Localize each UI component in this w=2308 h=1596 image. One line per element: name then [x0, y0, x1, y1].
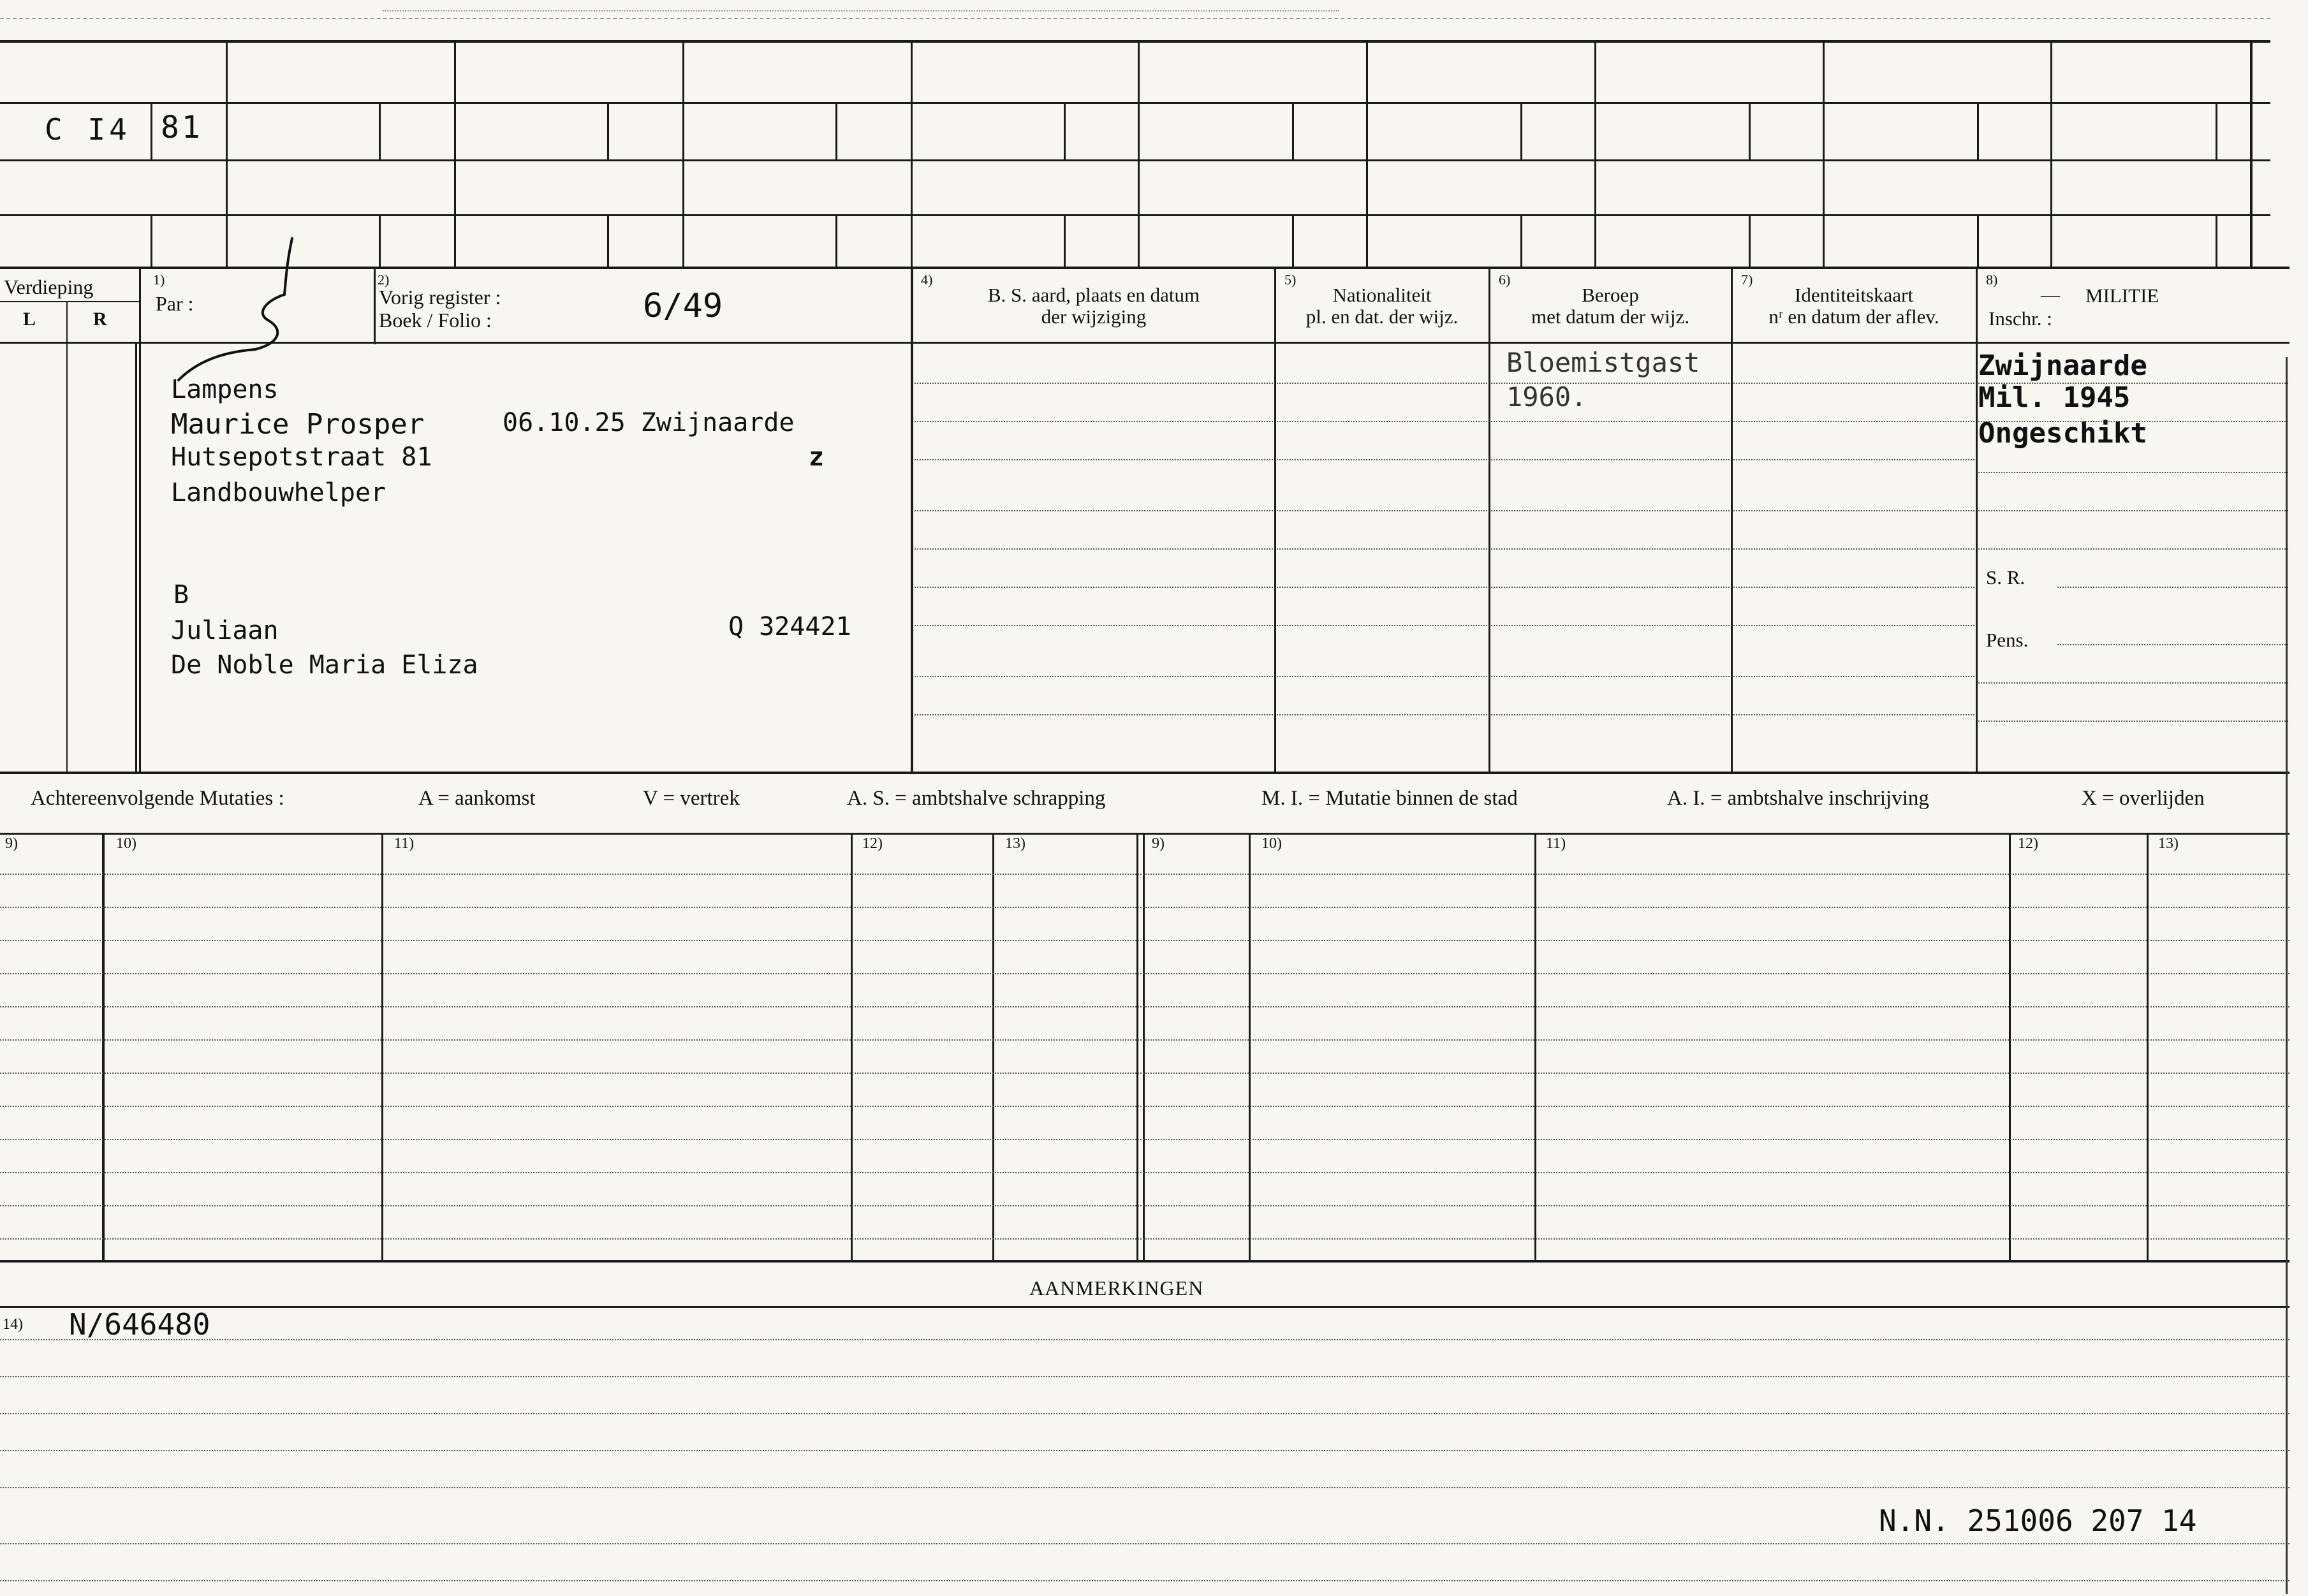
boek-folio-label: Boek / Folio : — [379, 309, 492, 332]
code-ambtshalve-schrapping: A. S. = ambtshalve schrapping — [847, 787, 1106, 810]
spouse-letter: B — [173, 580, 189, 610]
nat-header-line2: pl. en dat. der wijz. — [1305, 305, 1459, 328]
col-12-right: 12) — [2018, 835, 2038, 852]
footer-code: N.N. 251006 207 14 — [1879, 1504, 2197, 1538]
bs-header-line1: B. S. aard, plaats en datum — [987, 284, 1200, 306]
militie-entry-3: Ongeschikt — [1978, 417, 2147, 450]
id-header-line2: nʳ en datum der aflev. — [1768, 305, 1939, 328]
code-overlijden: X = overlijden — [2082, 787, 2205, 810]
mother-name: De Noble Maria Eliza — [171, 650, 478, 680]
col-11-left: 11) — [394, 835, 415, 852]
nat-num: 5) — [1284, 272, 1297, 288]
beroep-num: 6) — [1499, 272, 1511, 288]
beroep-header-line2: met datum der wijz. — [1531, 305, 1689, 328]
col-9-right: 9) — [1152, 835, 1165, 852]
aanmerkingen-title: AANMERKINGEN — [1029, 1277, 1204, 1299]
bs-header-line2: der wijziging — [1041, 305, 1147, 328]
verdieping-right-label: R — [93, 309, 107, 330]
col-10-right: 10) — [1261, 835, 1282, 852]
sr-label: S. R. — [1986, 566, 2025, 589]
col-13-right: 13) — [2158, 835, 2179, 852]
verdieping-label: Verdieping — [4, 275, 94, 298]
id-num: 7) — [1741, 272, 1753, 288]
id-code: Q 324421 — [728, 612, 851, 641]
militie-entry-2: Mil. 1945 — [1978, 381, 2131, 414]
col-10-left: 10) — [116, 835, 136, 852]
bs-num: 4) — [921, 272, 933, 288]
address: Hutsepotstraat 81 — [171, 443, 432, 472]
nationaliteit-header — [1275, 284, 1488, 328]
militie-num: 8) — [1986, 272, 1998, 288]
signature-flourish — [172, 236, 306, 389]
par-label: Par : — [156, 292, 194, 315]
pens-label: Pens. — [1986, 629, 2029, 651]
beroep-header-line1: Beroep — [1582, 284, 1639, 306]
inschr-label: Inschr. : — [1988, 307, 2052, 330]
bs-header — [913, 284, 1274, 328]
par-num: 1) — [153, 272, 165, 288]
mutaties-label: Achtereenvolgende Mutaties : — [31, 787, 284, 810]
col-9-left: 9) — [5, 835, 18, 852]
surname: Lampens — [171, 375, 279, 404]
aanmerkingen-num: 14) — [3, 1316, 23, 1333]
col-12-left: 12) — [862, 835, 883, 852]
vorig-num: 2) — [378, 272, 390, 288]
militie-dash: — — [2041, 284, 2060, 305]
nat-header-line1: Nationaliteit — [1332, 284, 1432, 306]
given-names: Maurice Prosper — [171, 408, 425, 441]
occupation: Landbouwhelper — [171, 478, 386, 508]
code-aankomst: A = aankomst — [418, 787, 536, 810]
spouse-name: Juliaan — [171, 616, 279, 645]
beroep-entry-1: Bloemistgast — [1506, 347, 1700, 378]
aanmerkingen-entry: N/646480 — [69, 1307, 210, 1342]
identiteitskaart-header — [1732, 284, 1976, 328]
beroep-entry-2: 1960. — [1506, 381, 1587, 413]
index-number: 81 — [161, 110, 203, 145]
col-11-right: 11) — [1546, 835, 1566, 852]
vorig-register-label: Vorig register : — [379, 286, 501, 309]
beroep-header — [1490, 284, 1731, 328]
id-header-line1: Identiteitskaart — [1795, 284, 1913, 306]
vorig-register-value: 6/49 — [643, 287, 723, 325]
household-mark: z — [809, 443, 825, 472]
verdieping-left-label: L — [23, 309, 36, 330]
col-13-left: 13) — [1005, 835, 1025, 852]
index-code: C I4 — [45, 112, 131, 147]
code-mutatie-binnen-stad: M. I. = Mutatie binnen de stad — [1261, 787, 1518, 810]
militie-title: MILITIE — [2085, 284, 2159, 307]
militie-entry-1: Zwijnaarde — [1978, 349, 2147, 382]
birth-date-place: 06.10.25 Zwijnaarde — [503, 408, 795, 437]
code-ambtshalve-inschrijving: A. I. = ambtshalve inschrijving — [1667, 787, 1929, 810]
code-vertrek: V = vertrek — [643, 787, 740, 810]
